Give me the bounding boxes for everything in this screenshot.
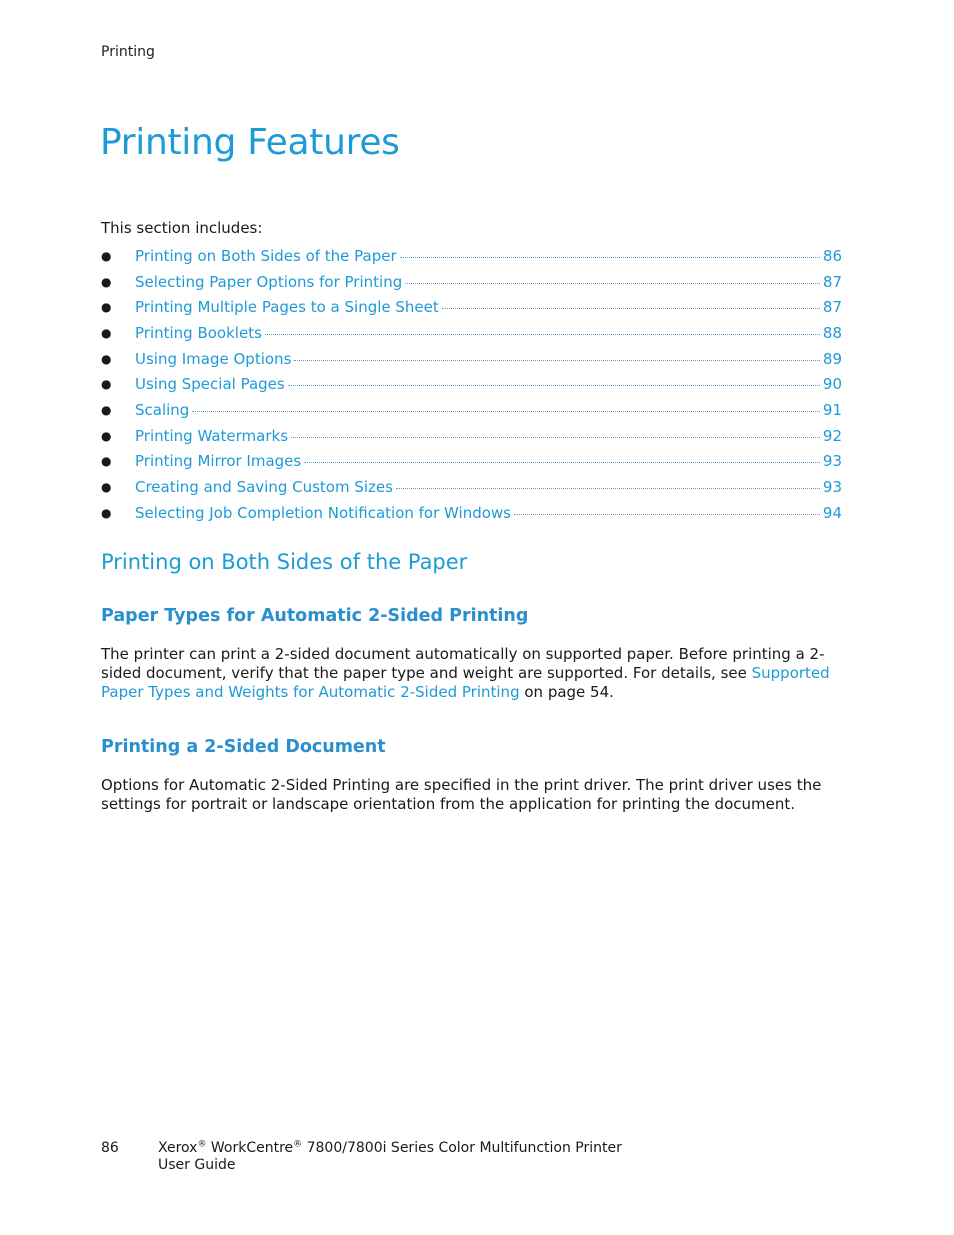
toc-item — [101, 294, 842, 320]
toc-link-scaling[interactable]: Scaling 91 — [135, 400, 842, 419]
toc-link-booklets[interactable]: Printing Booklets 88 — [135, 323, 842, 342]
bullet-icon: ● — [101, 454, 112, 469]
paragraph-2-sided-document: Options for Automatic 2-Sided Printing are specified in the print driver. The print driver uses the settings for portrait or landscape orientation from the application for printing the document. — [101, 776, 822, 813]
toc-link-custom-sizes[interactable]: Creating and Saving Custom Sizes 93 — [135, 478, 842, 497]
toc-item — [101, 500, 842, 526]
toc-item — [101, 397, 842, 423]
bullet-icon: ● — [101, 274, 112, 289]
footer-product-title: Xerox® WorkCentre® 7800/7800i Series Color Multifunction Printer User Guide — [158, 1139, 622, 1173]
bullet-icon: ● — [101, 402, 112, 417]
table-of-contents — [101, 243, 842, 526]
toc-item — [101, 269, 842, 295]
running-header: Printing — [101, 44, 155, 60]
toc-link-image-options[interactable]: Using Image Options 89 — [135, 349, 842, 368]
bullet-icon: ● — [101, 248, 112, 263]
cross-reference-link[interactable]: Supported Paper Types and Weights for Automatic 2-Sided Printing — [101, 664, 830, 701]
toc-link-watermarks[interactable]: Printing Watermarks 92 — [135, 426, 842, 445]
toc-link-multiple-pages[interactable]: Printing Multiple Pages to a Single Sheet 87 — [135, 298, 842, 317]
toc-link-both-sides[interactable]: Printing on Both Sides of the Paper 86 — [135, 246, 842, 265]
subsection-heading-paper-types: Paper Types for Automatic 2-Sided Printing — [101, 606, 529, 626]
toc-item — [101, 371, 842, 397]
toc-link-mirror-images[interactable]: Printing Mirror Images 93 — [135, 452, 842, 471]
section-intro: This section includes: — [101, 219, 263, 237]
page-number: 86 — [101, 1140, 119, 1156]
toc-item — [101, 474, 842, 500]
toc-item — [101, 346, 842, 372]
toc-link-special-pages[interactable]: Using Special Pages 90 — [135, 375, 842, 394]
footer-doc-name: User Guide — [158, 1157, 236, 1173]
toc-item — [101, 449, 842, 475]
bullet-icon: ● — [101, 325, 112, 340]
bullet-icon: ● — [101, 480, 112, 495]
bullet-icon: ● — [101, 377, 112, 392]
toc-item — [101, 243, 842, 269]
bullet-icon: ● — [101, 428, 112, 443]
section-heading: Printing on Both Sides of the Paper — [101, 550, 468, 574]
toc-link-job-notification[interactable]: Selecting Job Completion Notification for Windows 94 — [135, 503, 842, 522]
paragraph-paper-types: The printer can print a 2-sided document automatically on supported paper. Before printing a 2-sided document, verify that the paper type and weight are supported. For details, see Supported Paper Types and Weights for Automatic 2-Sided Printing on page 54. — [101, 645, 830, 701]
toc-item — [101, 320, 842, 346]
toc-link-paper-options[interactable]: Selecting Paper Options for Printing 87 — [135, 272, 842, 291]
bullet-icon: ● — [101, 300, 112, 315]
subsection-heading-2-sided-document: Printing a 2-Sided Document — [101, 737, 386, 757]
bullet-icon: ● — [101, 351, 112, 366]
page-footer — [101, 1140, 622, 1174]
toc-item — [101, 423, 842, 449]
page-title: Printing Features — [100, 122, 400, 163]
bullet-icon: ● — [101, 505, 112, 520]
